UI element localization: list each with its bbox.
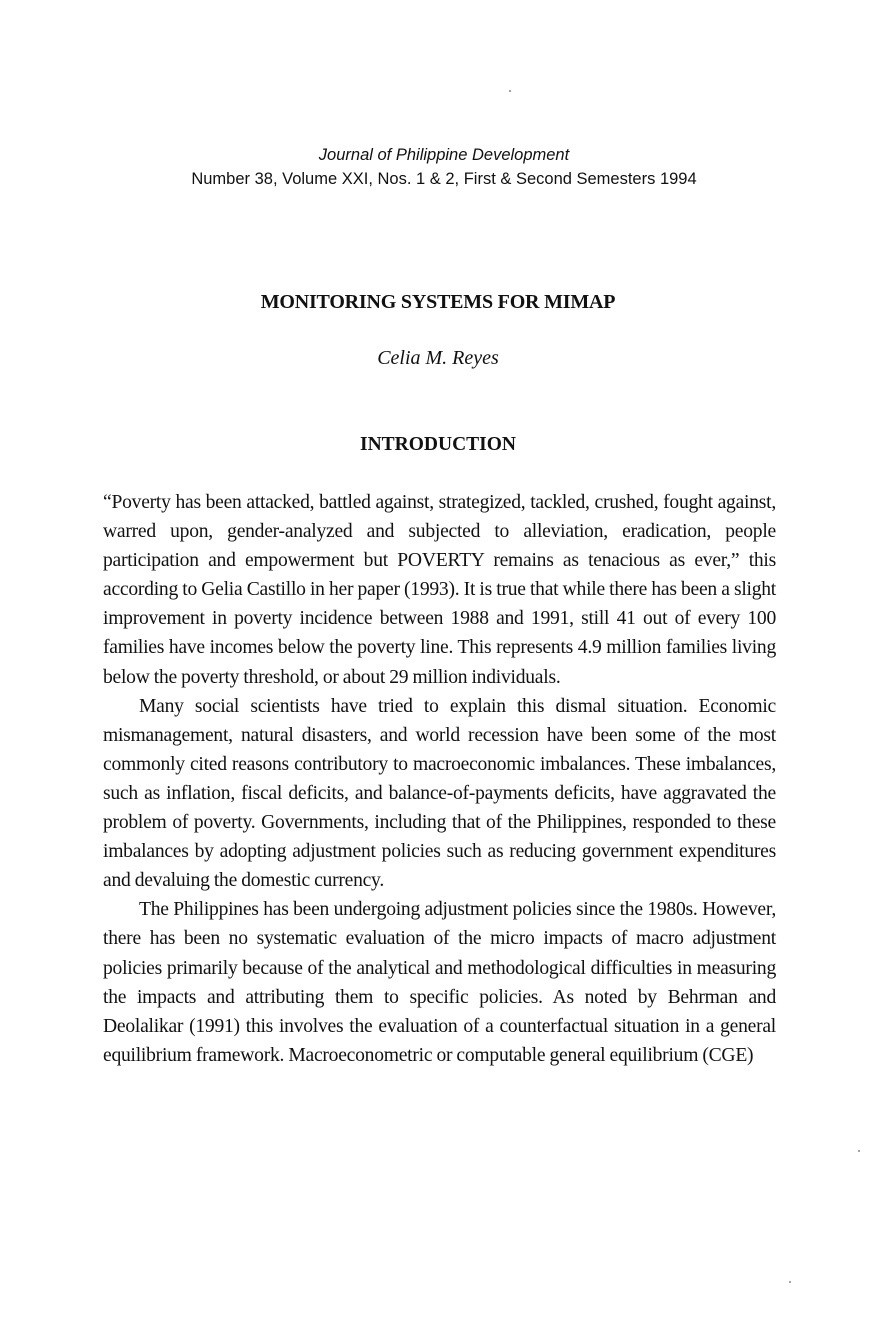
section-heading-introduction: INTRODUCTION: [359, 434, 517, 455]
article-title: MONITORING SYSTEMS FOR MIMAP: [260, 291, 616, 313]
paragraph-2: Many social scientists have tried to explain this dismal situation. Economic mismanagement, natural disasters, and world recession have been some of the most commonly cited reasons contributory to macroeconomic imbalances. These imbalances, such as inflation, fiscal deficits, and balance-of-payments deficits, have aggravated the problem of poverty. Governments, including that of the Philippines, responded to these imbalances by adopting adjustment policies such as reducing government expenditures and devaluing the domestic currency.: [103, 695, 776, 892]
journal-title: Journal of Philippine Development: [318, 146, 570, 164]
journal-header: [0, 143, 888, 191]
scan-speck: [509, 90, 511, 92]
scan-speck: [858, 1150, 860, 1152]
paragraph-1: “Poverty has been attacked, battled against, strategized, tackled, crushed, fought against, warred upon, gender-analyzed and subjected to alleviation, eradication, people participation and empowerment but POVERTY remains as tenacious as ever,” this according to Gelia Castillo in her paper (1993). It is true that while there has been a slight improvement in poverty incidence between 1988 and 1991, still 41 out of every 100 families have incomes below the poverty line. This represents 4.9 million families living below the poverty threshold, or about 29 million individuals.: [103, 492, 776, 688]
journal-issue-line: Number 38, Volume XXI, Nos. 1 & 2, First & Second Semesters 1994: [191, 170, 697, 188]
body-text: [103, 488, 776, 1070]
paragraph-3: The Philippines has been undergoing adjustment policies since the 1980s. However, there has been no systematic evaluation of the micro impacts of macro adjustment policies primarily because of the analytical and methodological difficulties in measuring the impacts and attributing them to specific policies. As noted by Behrman and Deolalikar (1991) this involves the evaluation of a counterfactual situation in a general equilibrium framework. Macroeconometric or computable general equilibrium (CGE): [103, 899, 776, 1066]
scan-speck: [789, 1281, 791, 1283]
author-name: Celia M. Reyes: [377, 347, 499, 369]
